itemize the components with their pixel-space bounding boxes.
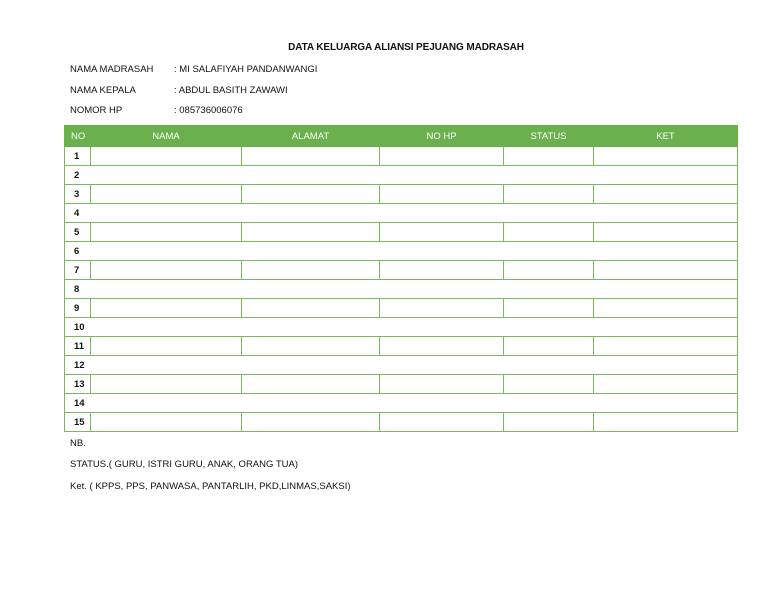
table-cell[interactable] xyxy=(91,375,242,394)
table-cell[interactable] xyxy=(504,223,594,242)
table-row xyxy=(65,280,738,299)
table-cell[interactable] xyxy=(91,413,242,432)
table-cell[interactable] xyxy=(594,280,738,299)
table-cell[interactable] xyxy=(594,299,738,318)
table-cell[interactable] xyxy=(91,337,242,356)
table-cell[interactable] xyxy=(504,166,594,185)
table-header-row xyxy=(65,126,738,147)
table-cell[interactable] xyxy=(594,413,738,432)
table-cell[interactable] xyxy=(91,166,242,185)
table-cell[interactable] xyxy=(242,185,380,204)
row-number: 8 xyxy=(65,280,91,299)
table-row xyxy=(65,318,738,337)
table-cell[interactable] xyxy=(380,413,504,432)
table-cell[interactable] xyxy=(594,242,738,261)
table-cell[interactable] xyxy=(380,356,504,375)
table-cell[interactable] xyxy=(594,318,738,337)
table-cell[interactable] xyxy=(380,242,504,261)
table-cell[interactable] xyxy=(504,394,594,413)
table-cell[interactable] xyxy=(242,337,380,356)
info-row-madrasah xyxy=(70,64,317,75)
column-header-nohp: NO HP xyxy=(380,126,504,147)
table-cell[interactable] xyxy=(91,204,242,223)
info-value: : 085736006076 xyxy=(174,105,243,116)
table-cell[interactable] xyxy=(91,299,242,318)
table-cell[interactable] xyxy=(242,299,380,318)
row-number: 10 xyxy=(65,318,91,337)
column-header-status: STATUS xyxy=(504,126,594,147)
table-cell[interactable] xyxy=(594,337,738,356)
info-label: NOMOR HP xyxy=(70,105,123,116)
row-number: 9 xyxy=(65,299,91,318)
table-cell[interactable] xyxy=(91,356,242,375)
table-cell[interactable] xyxy=(242,318,380,337)
table-cell[interactable] xyxy=(380,166,504,185)
table-cell[interactable] xyxy=(594,356,738,375)
row-number: 2 xyxy=(65,166,91,185)
table-cell[interactable] xyxy=(504,261,594,280)
table-cell[interactable] xyxy=(242,413,380,432)
table-cell[interactable] xyxy=(91,223,242,242)
note-nb: NB. xyxy=(70,438,86,449)
note-ket: Ket. ( KPPS, PPS, PANWASA, PANTARLIH, PKD,LINMAS,SAKSI) xyxy=(70,481,351,492)
row-number: 12 xyxy=(65,356,91,375)
table-row xyxy=(65,299,738,318)
table-cell[interactable] xyxy=(91,261,242,280)
row-number: 6 xyxy=(65,242,91,261)
table-cell[interactable] xyxy=(504,413,594,432)
table-row xyxy=(65,261,738,280)
table-cell[interactable] xyxy=(594,185,738,204)
info-label: NAMA MADRASAH xyxy=(70,64,154,75)
table-cell[interactable] xyxy=(91,318,242,337)
table-cell[interactable] xyxy=(380,299,504,318)
table-cell[interactable] xyxy=(594,147,738,166)
table-cell[interactable] xyxy=(380,394,504,413)
info-row-hp xyxy=(70,105,243,116)
table-row xyxy=(65,242,738,261)
column-header-ket: KET xyxy=(594,126,738,147)
column-header-nama: NAMA xyxy=(91,126,242,147)
table-row xyxy=(65,147,738,166)
row-number: 3 xyxy=(65,185,91,204)
table-row xyxy=(65,413,738,432)
table-cell[interactable] xyxy=(504,280,594,299)
table-cell[interactable] xyxy=(594,261,738,280)
document-title: DATA KELUARGA ALIANSI PEJUANG MADRASAH xyxy=(288,42,524,53)
table-row xyxy=(65,375,738,394)
column-header-no: NO xyxy=(65,126,91,147)
table-cell[interactable] xyxy=(594,166,738,185)
row-number: 14 xyxy=(65,394,91,413)
table-cell[interactable] xyxy=(91,185,242,204)
table-cell[interactable] xyxy=(380,147,504,166)
table-cell[interactable] xyxy=(504,337,594,356)
table-cell[interactable] xyxy=(242,356,380,375)
table-cell[interactable] xyxy=(242,204,380,223)
row-number: 13 xyxy=(65,375,91,394)
table-cell[interactable] xyxy=(380,204,504,223)
table-cell[interactable] xyxy=(242,166,380,185)
table-cell[interactable] xyxy=(242,394,380,413)
table-cell[interactable] xyxy=(380,223,504,242)
table-cell[interactable] xyxy=(380,185,504,204)
table-cell[interactable] xyxy=(594,223,738,242)
row-number: 5 xyxy=(65,223,91,242)
table-cell[interactable] xyxy=(242,375,380,394)
table-row xyxy=(65,185,738,204)
table-cell[interactable] xyxy=(504,299,594,318)
table-cell[interactable] xyxy=(504,375,594,394)
column-header-alamat: ALAMAT xyxy=(242,126,380,147)
table-cell[interactable] xyxy=(594,375,738,394)
table-cell[interactable] xyxy=(242,147,380,166)
row-number: 7 xyxy=(65,261,91,280)
table-cell[interactable] xyxy=(380,280,504,299)
info-value: : ABDUL BASITH ZAWAWI xyxy=(174,85,288,96)
table-cell[interactable] xyxy=(380,337,504,356)
row-number: 1 xyxy=(65,147,91,166)
table-cell[interactable] xyxy=(91,394,242,413)
table-cell[interactable] xyxy=(504,242,594,261)
table-cell[interactable] xyxy=(242,223,380,242)
table-cell[interactable] xyxy=(91,147,242,166)
table-cell[interactable] xyxy=(380,375,504,394)
table-cell[interactable] xyxy=(504,318,594,337)
table-cell[interactable] xyxy=(504,204,594,223)
table-cell[interactable] xyxy=(242,280,380,299)
table-cell[interactable] xyxy=(504,147,594,166)
table-cell[interactable] xyxy=(380,318,504,337)
table-row xyxy=(65,204,738,223)
table-cell[interactable] xyxy=(380,261,504,280)
table-cell[interactable] xyxy=(594,204,738,223)
table-cell[interactable] xyxy=(91,242,242,261)
table-cell[interactable] xyxy=(504,185,594,204)
row-number: 4 xyxy=(65,204,91,223)
table-cell[interactable] xyxy=(504,356,594,375)
note-status: STATUS.( GURU, ISTRI GURU, ANAK, ORANG TUA) xyxy=(70,459,299,470)
family-data-table xyxy=(64,125,738,432)
table-cell[interactable] xyxy=(242,261,380,280)
table-row xyxy=(65,166,738,185)
info-row-kepala xyxy=(70,85,288,96)
info-value: : MI SALAFIYAH PANDANWANGI xyxy=(174,64,318,75)
table-row xyxy=(65,394,738,413)
row-number: 11 xyxy=(65,337,91,356)
table-row xyxy=(65,337,738,356)
table-row xyxy=(65,356,738,375)
row-number: 15 xyxy=(65,413,91,432)
table-cell[interactable] xyxy=(594,394,738,413)
table-row xyxy=(65,223,738,242)
table-cell[interactable] xyxy=(242,242,380,261)
info-label: NAMA KEPALA xyxy=(70,85,136,96)
table-cell[interactable] xyxy=(91,280,242,299)
